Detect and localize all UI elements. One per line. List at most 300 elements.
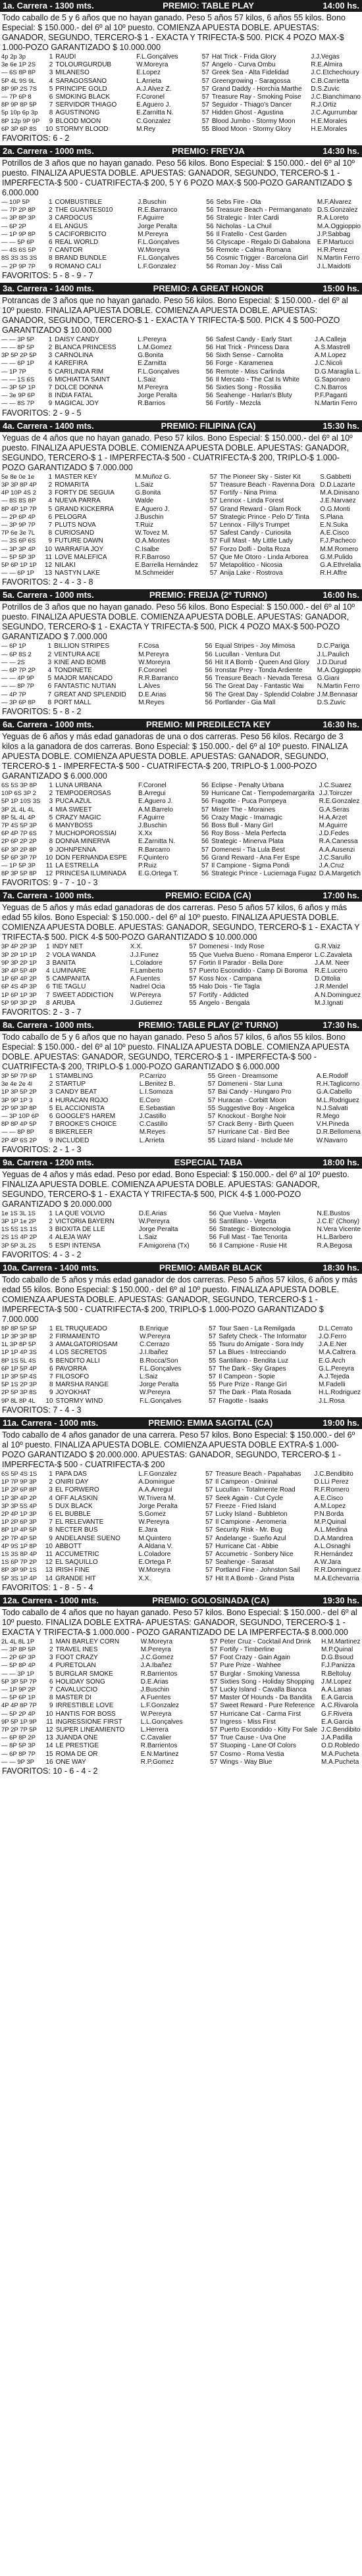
horse-name: INDY NET (52, 943, 84, 951)
race-prize: PREMIO: MI PREDILECTA KEY (145, 719, 271, 729)
jockey-name: J.A.Ibañez (140, 1662, 172, 1670)
weight: 57 (209, 481, 217, 489)
runner-row (0, 1381, 362, 1389)
jockey-name: A.A.Arregui (138, 1486, 172, 1494)
horse-name: PUCA AZUL (55, 798, 92, 806)
trainer-name: J.J.Toirczer (319, 790, 353, 798)
recent-form: 1P 7P 9P 3P (1, 1478, 37, 1486)
jockey-name: L.Coladore (138, 1550, 171, 1558)
weight: 57 (205, 1510, 213, 1518)
pedigree: Equal Stripes - Joy Mimosa (215, 643, 296, 650)
weight: 57 (205, 1494, 213, 1502)
pedigree: Greek Sea - Alta Fidelidad (211, 69, 289, 77)
post-number: 2 (48, 344, 53, 352)
weight: 56 (206, 207, 214, 214)
jockey-name: J.Gutierrez (130, 999, 163, 1007)
race-time: 18:00 hs. (323, 1157, 359, 1167)
weight: 56 (206, 230, 214, 238)
horse-name: FIRMAMENTO (55, 1333, 100, 1341)
post-number: 3 (46, 959, 50, 967)
weight: 57 (201, 85, 209, 93)
jockey-name: C.Isalbe (135, 545, 159, 553)
runner-row (0, 870, 362, 878)
recent-form: — — 8P 5P (1, 344, 34, 352)
jockey-name: W.Trivera M. (138, 1494, 176, 1502)
favorites-line (0, 878, 362, 890)
recent-form: 3e 4e 2e 4l (1, 1081, 33, 1088)
weight: 57 (205, 1478, 213, 1486)
horse-name: STORMY BLOOD (55, 125, 109, 133)
jockey-name: F.L.Gonçalves (140, 1365, 182, 1373)
favorites-label: FAVORITOS: (2, 1144, 51, 1154)
horse-name: HANTIS FOR BOSS (55, 1710, 116, 1718)
post-number: 6 (48, 239, 53, 247)
runner-row (0, 1373, 362, 1381)
recent-form: 1S 6P 7P 2P (1, 1559, 38, 1567)
recent-form: 3P 1P 1e 2P (1, 1218, 37, 1226)
race-conditions: Todo caballo de 5 y 6 años que no hayan ganado. Peso 5 años 57 kilos, 6 años 55 kilos. Bono Especial: $ 150.000.- del 6º al 10º puesto. FINALIZA APUESTA DOBLE. COMIENZA APUESTA DOBLE. APUESTAS: GANADOR, SEGUNDO, TERCERO-$ 1 - IMPERFECTA-$ 500 - CUATRIFECTA-$ 200, TRIPLO-$ 1.000-POZO GARANTIZADO $ 6.000.000 (2, 1033, 349, 1072)
horse-name: BLANCA PRINCESS (55, 344, 116, 352)
weight: 57 (210, 1742, 218, 1750)
post-number: 4 (48, 222, 53, 230)
post-number: 2 (49, 1478, 53, 1486)
trainer-name: M.P.Quinal (321, 1645, 353, 1653)
post-number: 1 (49, 1073, 53, 1081)
post-number: 10 (45, 1710, 53, 1718)
horse-name: EL SAQUILLO (55, 1559, 98, 1567)
race-time: 16:30 hs. (323, 719, 359, 729)
weight: 57 (209, 570, 217, 577)
runner-row (0, 1397, 362, 1405)
trainer-name: R.Beltoluy (321, 1670, 351, 1678)
weight: 56 (201, 870, 209, 878)
race-prize: ESPECIAL TABA (174, 1157, 243, 1167)
pedigree: Tour Saen - La Remilgada (219, 1324, 296, 1332)
trainer-name: D.LLi Perez (314, 1478, 349, 1486)
runner-row (0, 546, 362, 554)
post-number: 1 (49, 1470, 53, 1478)
trainer-name: N.J.Salvati (316, 1104, 348, 1112)
jockey-name: A.J.Alvez Z. (136, 85, 172, 93)
recent-form: 3P 3P 5S 4P (1, 1502, 38, 1510)
weight: 57 (201, 93, 209, 101)
horse-name: MASTER KEY (55, 473, 97, 481)
pedigree: Bai Candy - Hungaro Pro (218, 1088, 292, 1096)
jockey-name: F.L.Gonçalves (140, 1397, 182, 1405)
trainer-name: J.C.Nicoli (314, 360, 343, 368)
runner-row (0, 199, 362, 207)
weight: 57 (205, 1534, 213, 1542)
runners-table (0, 943, 362, 1008)
jockey-name: W.Pereyra (140, 1333, 170, 1341)
trainer-name: M.Fadelli (319, 1381, 346, 1389)
post-number: 7 (49, 1373, 53, 1381)
trainer-name: J.M.Bennasar (317, 691, 358, 698)
horse-name: LOS SECRETOS (55, 1349, 107, 1357)
pedigree: Il Campione - Aeromeria (215, 1519, 287, 1526)
race-header (0, 1019, 362, 1031)
post-number: 2 (46, 951, 50, 959)
pedigree: Domenesi - Tia Lula Best (211, 846, 285, 854)
recent-form: — — 5P 6P (1, 239, 34, 247)
post-number: 7 (47, 691, 52, 698)
pedigree: Burglar - Smoking Vanessa (220, 1670, 300, 1678)
horse-name: SWEET ADDICTION (52, 991, 114, 999)
weight: 56 (206, 262, 214, 270)
favorites-label: FAVORITOS: (2, 1582, 51, 1592)
runners-table (0, 1638, 362, 1766)
weight: 56 (209, 1209, 217, 1217)
post-number: 13 (44, 570, 53, 577)
recent-form: 9P 3P 2P 1P (1, 959, 37, 967)
jockey-name: W.Pereyra (138, 1519, 170, 1526)
runner-row (0, 392, 362, 400)
pedigree: Strategic - Biotecnologia (219, 1226, 291, 1234)
jockey-name: W.Pereyra (140, 1710, 172, 1718)
pedigree: Treasure Ray - Smoking Poise (211, 93, 301, 101)
runner-row (0, 1751, 362, 1759)
recent-form: — 10P 5P (1, 199, 30, 207)
trainer-name: R.E.Lucero (314, 967, 348, 975)
horse-name: HOLIDAY SONG (55, 1678, 105, 1686)
weight: 57 (210, 1750, 218, 1758)
jockey-name: R.F.Barroso (135, 553, 170, 561)
pedigree: Sixties Song - Rossilia (215, 384, 282, 392)
post-number: 3 (48, 352, 53, 360)
jockey-name: R.Barrientos (140, 1742, 178, 1750)
horse-name: WARRAFIA JOY (55, 545, 104, 553)
post-number: 2 (49, 1333, 53, 1341)
favorites-numbers: 5 - 8 - 9 - 7 (53, 270, 93, 280)
pedigree: Safest Candy - Curiosita (219, 529, 292, 537)
weight: 56 (206, 222, 214, 230)
horse-name: EL ANGUS (55, 222, 88, 230)
race-block (0, 420, 362, 590)
runner-row (0, 93, 362, 101)
jockey-name: F.L.Gonçalves (138, 239, 180, 247)
post-number: 4 (49, 1234, 53, 1242)
weight: 57 (209, 513, 217, 521)
favorites-label: FAVORITOS: (2, 878, 51, 888)
post-number: 9 (48, 262, 53, 270)
runner-row (0, 1137, 362, 1145)
post-number: 13 (45, 1567, 53, 1574)
pedigree: Pure Prize - Wahhee (220, 1662, 281, 1670)
pedigree: Santillano - Vegetta (219, 1218, 276, 1226)
weight: 56 (206, 214, 214, 222)
runner-row (0, 1711, 362, 1718)
horse-name: FORTY DE SEGUIA (55, 489, 115, 497)
weight: 57 (209, 489, 217, 497)
recent-form: — 8S 8S 8P (1, 497, 36, 505)
trainer-name: D.C.Pariga (317, 643, 349, 650)
post-number: 3 (49, 1341, 53, 1349)
runner-row (0, 529, 362, 537)
horse-name: ESPI INTENSA (55, 1242, 101, 1250)
runners-table (0, 336, 362, 408)
race-block (0, 1595, 362, 1778)
runner-row (0, 247, 362, 255)
trainer-name: S.Plana (320, 513, 344, 521)
pedigree: Nicholas - La Chuil (216, 222, 272, 230)
trainer-name: P.N.Borda (314, 1510, 344, 1518)
runner-row (0, 61, 362, 69)
weight: 57 (210, 1670, 218, 1678)
post-number: 13 (45, 1734, 53, 1742)
runner-row (0, 53, 362, 61)
runner-row (0, 481, 362, 489)
recent-form: — — 6P 1P (1, 570, 34, 577)
jockey-name: Jorge Peralta (138, 222, 177, 230)
post-number: 7 (49, 1121, 53, 1129)
race-block (0, 1157, 362, 1262)
jockey-name: L.M.Gomez (138, 344, 172, 352)
race-prize: PREMIO: AMBAR BLACK (159, 1262, 263, 1273)
race-prize: PREMIO: FREYJA (172, 146, 245, 157)
favorites-numbers: 2 - 1 - 3 (53, 1144, 82, 1154)
trainer-name: O.D.Robledo (321, 1742, 359, 1750)
horse-name: TRAVEL INES (55, 1645, 98, 1653)
jockey-name: S.Gomez (138, 1510, 167, 1518)
recent-form: 6P 1P 5P 4P (1, 1365, 37, 1373)
trainer-name: M.L.Rodriguez (316, 1096, 359, 1104)
post-number: 4 (49, 1494, 53, 1502)
weight: 56 (209, 1218, 217, 1226)
jockey-name: F.L.Gonçalves (138, 368, 180, 376)
post-number: 7 (48, 521, 53, 529)
horse-name: ALEJA WAY (55, 1234, 91, 1242)
runner-row (0, 1495, 362, 1503)
runner-row (0, 554, 362, 562)
runner-row (0, 1242, 362, 1250)
weight: 57 (210, 1678, 218, 1686)
runner-row (0, 207, 362, 214)
trainer-name: A.S.Mastrell (314, 344, 350, 352)
favorites-label: FAVORITOS: (2, 134, 51, 143)
jockey-name: B.Rocca/Son (140, 1357, 178, 1365)
horse-name: ROMARITA (55, 481, 90, 489)
runner-row (0, 1551, 362, 1559)
favorites-label: FAVORITOS: (2, 1008, 51, 1017)
pedigree: Peter Cruz - Cocktail And Drink (220, 1638, 311, 1645)
weight: 56 (201, 854, 209, 862)
favorites-numbers: 7 - 4 - 3 (53, 1405, 82, 1415)
trainer-name: J.P.Sabbag (317, 230, 351, 238)
favorites-line (0, 707, 362, 719)
jockey-name: J.Castillo (139, 1113, 167, 1121)
trainer-name: J.L.Paulich (317, 650, 349, 658)
recent-form: 2P 5P 3P 8S (1, 1389, 37, 1397)
race-header (0, 145, 362, 157)
weight: 56 (201, 838, 209, 846)
recent-form: — 1P 7P (1, 368, 26, 376)
recent-form: — 5P 5P 3P (1, 553, 36, 561)
pedigree: Fortify - Mezcla (215, 400, 261, 408)
trainer-name: D.A.Mandrea (314, 1534, 353, 1542)
pedigree: Safest Candy - Early Start (215, 335, 292, 343)
post-number: 6 (49, 93, 53, 101)
post-number: 7 (49, 830, 53, 838)
runner-row (0, 960, 362, 967)
post-number: 8 (48, 255, 53, 262)
jockey-name: R.Barrientos (140, 1670, 178, 1678)
horse-name: STAMBLING (55, 1073, 93, 1081)
runner-row (0, 1646, 362, 1654)
trainer-name: G.A.Ethrelalia (320, 561, 361, 569)
pedigree: Wings - Way Blue (220, 1758, 272, 1766)
horse-name: MAJOR MANCADO (54, 675, 113, 683)
race-label: 7a. Carrera - 1000 mts. (3, 890, 94, 901)
post-number: 5 (46, 975, 50, 983)
recent-form: — 3P 9P 7P (1, 521, 36, 529)
pedigree: Roy Boss - Mela Perfecta (211, 830, 286, 838)
weight: 57 (210, 1758, 218, 1766)
horse-name: MIA SWEET (55, 806, 92, 814)
favorites-label: FAVORITOS: (2, 1766, 51, 1776)
trainer-name: M.A.Echevarria (314, 1574, 359, 1582)
pedigree: Fortify - Nina Prima (219, 489, 276, 497)
jockey-name: M.Pereyra (138, 650, 169, 658)
race-prize: PREMIO: A GREAT HONOR (153, 283, 264, 293)
runner-row (0, 514, 362, 522)
recent-form: — — 6P 1P (1, 360, 34, 368)
recent-form: 5P 1S 2P 3P (1, 1381, 38, 1389)
jockey-name: Jorge Peralta (138, 1226, 178, 1234)
favorites-numbers: 6 - 2 (53, 134, 70, 143)
weight: 56 (205, 344, 213, 352)
race-conditions: Todo caballo de 5 años y más edad ganador de dos carreras. Peso 5 años 57 kilos, 6 años y más edad 55 kilos. Bono Especial: $ 150.000.- del 6º al 10º puesto. FINALIZA APUESTA DOBLE. COMIENZA APUESTA DOBLE. APUESTAS: GANADOR, SEGUNDO, TERCERO-$ 1 - IMPERFECTA-$ 500 - CUATRIFECTA-$ 200, TRIPLO-$ 1.000-POZO GARANTIZADO $ 7.000.000 (2, 1275, 357, 1324)
trainer-name: G.L.Pereyra (319, 1365, 354, 1373)
weight: 57 (201, 117, 209, 125)
runner-row (0, 1234, 362, 1242)
horse-name: DON FERNANDA ESPE (55, 854, 128, 862)
pedigree: Remote - Miss Carlinda (215, 368, 285, 376)
recent-form: 6P 4S 4P 3P (1, 983, 38, 991)
horse-name: MICHIATTA SAINT (55, 376, 111, 383)
weight: 57 (209, 497, 217, 505)
pedigree: Stuoping - Lane Of Colors (220, 1742, 296, 1750)
jockey-name: J.J.Funez (130, 951, 159, 959)
trainer-name: J.L.Maidotti (317, 262, 351, 270)
runner-row (0, 1535, 362, 1543)
runner-row (0, 376, 362, 384)
horse-name: STORMY WIND (55, 1397, 103, 1405)
jockey-name: E.Zarnitta N. (136, 109, 174, 117)
trainer-name: G.M.Pulido (320, 553, 353, 561)
jockey-name: O.A.Montes (135, 537, 170, 545)
runners-table (0, 1325, 362, 1405)
recent-form: 1P 6P 1P 3P (1, 991, 37, 999)
pedigree: Strategic Prince - Luciernaga Fugaz (211, 870, 317, 878)
recent-form: 3P 4P 5P 4P (1, 967, 37, 975)
jockey-name: D.E.Arias (138, 1209, 167, 1217)
runner-row (0, 1226, 362, 1234)
pedigree: Grand Reward - Ana Fer Espe (211, 854, 300, 862)
race-time: 15:30 hs. (323, 420, 359, 431)
trainer-name: F.J.Pacheco (320, 537, 356, 545)
recent-form: — 5P 8P 4P (1, 1662, 36, 1670)
race-block (0, 0, 362, 145)
weight: 57 (210, 1638, 218, 1645)
runners-table (0, 474, 362, 578)
runner-row (0, 651, 362, 659)
horse-name: PAPA DAS (55, 1470, 87, 1478)
post-number: 11 (45, 1550, 53, 1558)
post-number: 9 (49, 1389, 53, 1397)
trainer-name: N.E.Bustos (317, 1209, 350, 1217)
pedigree: Forzo Dolfi - Dolta Roza (219, 545, 290, 553)
pedigree: Treasure Beach - Nevada Teresa (215, 675, 312, 683)
jockey-name: P.Carrizo (139, 1073, 167, 1081)
recent-form: 2L 4L 8L 1P (1, 1638, 35, 1645)
weight: 57 (210, 1726, 218, 1734)
trainer-name: D.R.Bellomena (316, 1129, 361, 1136)
jockey-name: W.Pereyra (138, 1218, 170, 1226)
trainer-name: W.Navarro (316, 1136, 348, 1144)
post-number: 15 (45, 1750, 53, 1758)
pedigree: Il Mercato - The Cat Is White (215, 376, 299, 383)
horse-name: CRAZY MAGIC (55, 814, 101, 821)
trainer-name: G.Giani (317, 675, 340, 683)
horse-name: IRISH FINE (55, 1567, 90, 1574)
recent-form: — 2P 6P 4P (1, 513, 36, 521)
recent-form: — 8P 5P 3P (1, 1742, 36, 1750)
jockey-name: L.F.Gonzalez (138, 1470, 177, 1478)
pedigree: Huracan - Corbitt Moon (218, 1096, 286, 1104)
weight: 57 (207, 1081, 216, 1088)
jockey-name: A.M.Barrelo (138, 806, 173, 814)
trainer-name: R.J.Ortiz (311, 101, 337, 109)
pedigree: Angelo - Bengala (199, 999, 250, 1007)
weight: 56 (205, 650, 213, 658)
horse-name: CARNOLINA (55, 352, 93, 360)
post-number: 12 (45, 870, 53, 878)
race-block (0, 1262, 362, 1417)
jockey-name: L.Benitez B. (139, 1081, 175, 1088)
pedigree: Foot Crazy - Gain Again (220, 1654, 290, 1662)
pedigree: Full Mast - My Little Lady (219, 537, 293, 545)
weight: 57 (201, 806, 209, 814)
trainer-name: H.M.Martinez (321, 1638, 361, 1645)
weight: 57 (201, 109, 209, 117)
post-number: 8 (49, 1694, 53, 1702)
post-number: 9 (49, 1702, 53, 1710)
race-header (0, 589, 362, 601)
runner-row (0, 360, 362, 368)
recent-form: 1P 3P 5P 2P (1, 1088, 37, 1096)
weight: 56 (201, 830, 209, 838)
horse-name: INDIA FATAL (55, 392, 93, 400)
horse-name: CANTOR (55, 247, 83, 255)
recent-form: — 6P 8S 2 (1, 650, 32, 658)
horse-name: SERVIDOR THIAGO (55, 101, 117, 109)
pedigree: Ingress - Miss First (220, 1718, 276, 1726)
jockey-name: E.Jara (138, 1526, 158, 1534)
trainer-name: M.M.Romero (320, 545, 359, 553)
weight: 57 (189, 943, 197, 951)
weight: 56 (201, 781, 209, 789)
pedigree: Grand Reward - Glam Rock (219, 505, 301, 513)
weight: 57 (210, 1718, 218, 1726)
recent-form: 4P 9S 1P 8P (1, 1542, 38, 1550)
pedigree: Angelo - Curva Ombu (211, 61, 276, 69)
recent-form: — 6P 2P (1, 222, 26, 230)
post-number: 9 (49, 117, 53, 125)
post-number: 1 (47, 643, 52, 650)
horse-name: AGUSTINONG (55, 109, 100, 117)
weight: 56 (205, 368, 213, 376)
recent-form: — 7P 2P 8P (1, 207, 36, 214)
